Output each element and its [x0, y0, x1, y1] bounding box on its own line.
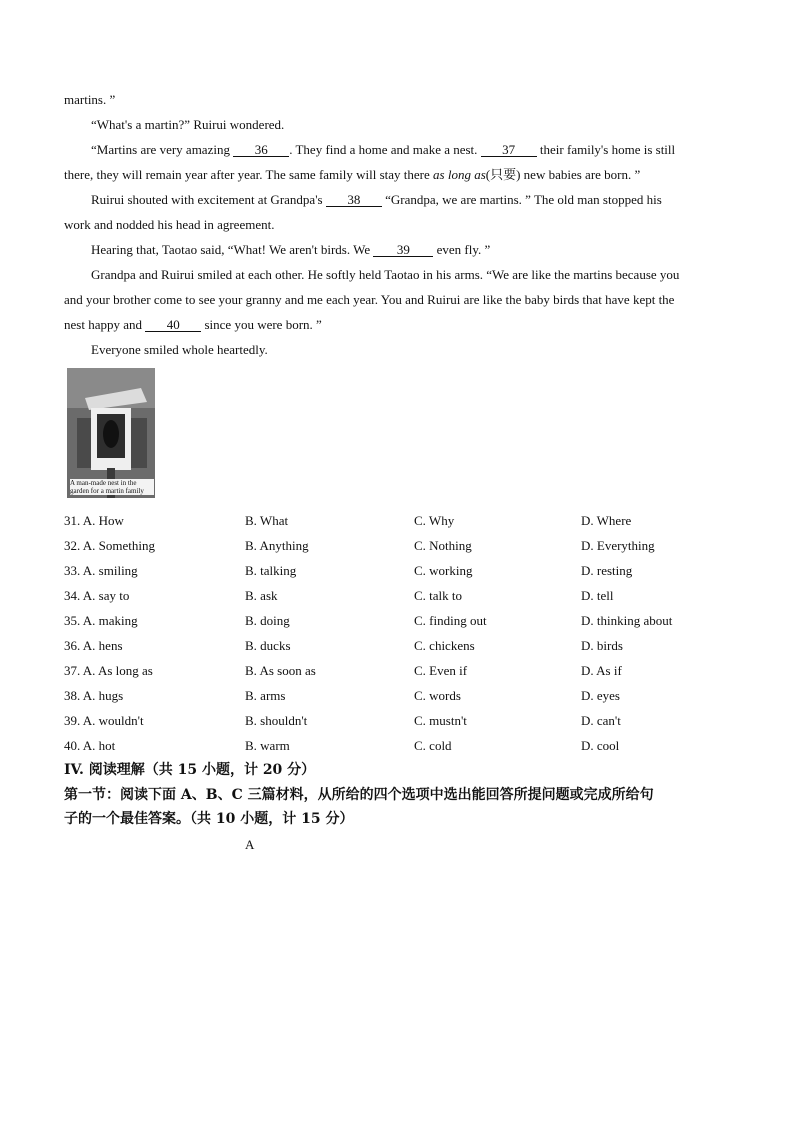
option-a: 35. A. making [64, 613, 138, 628]
blank-37: 37 [481, 143, 537, 157]
option-b: B. Anything [245, 538, 309, 553]
passage-line [91, 242, 490, 258]
passage-line: work and nodded his head in agreement. [64, 217, 275, 232]
text-fragment: “Martins are very amazing [91, 142, 234, 157]
text-fragment: “Grandpa, we are martins. ” The old man stopped his [381, 192, 662, 207]
text-fragment: (只要) new babies are born. ” [485, 167, 641, 182]
option-a: 32. A. Something [64, 538, 156, 553]
option-d: D. Everything [581, 538, 655, 553]
option-a: 36. A. hens [64, 638, 123, 653]
section-instruction: 第一节：阅读下面 A、B、C 三篇材料，从所给的四个选项中选出能回答所提问题或完成所给句 [64, 787, 654, 803]
option-d: D. Where [581, 513, 632, 528]
option-a: 33. A. smiling [64, 563, 138, 578]
option-c: C. Why [414, 513, 455, 528]
blank-38: 38 [326, 193, 382, 207]
option-d: D. As if [581, 663, 622, 678]
option-b: B. shouldn't [245, 713, 308, 728]
option-b: B. ask [245, 588, 278, 603]
passage-line [91, 192, 662, 208]
passage-line: Grandpa and Ruirui smiled at each other. He softly held Taotao in his arms. “We are like the martins because you [91, 267, 680, 282]
blank-36: 36 [233, 143, 289, 157]
option-a: 38. A. hugs [64, 688, 124, 703]
option-c: C. cold [414, 738, 452, 753]
text-fragment: Ruirui shouted with excitement at Grandpa's [91, 192, 326, 207]
option-d: D. tell [581, 588, 614, 603]
option-d: D. eyes [581, 688, 620, 703]
text-fragment: since you were born. ” [201, 317, 322, 332]
passage-line [64, 167, 640, 183]
blank-40: 40 [145, 318, 201, 332]
option-b: B. warm [245, 738, 290, 753]
passage-line: Everyone smiled whole heartedly. [91, 342, 268, 357]
option-d: D. can't [581, 713, 621, 728]
nest-photo [67, 368, 155, 498]
passage-line [91, 142, 675, 158]
option-d: D. birds [581, 638, 623, 653]
section-instruction: 子的一个最佳答案。（共 10 小题，计 15 分） [64, 811, 354, 827]
passage-line: and your brother come to see your granny and me each year. You and Ruirui are like the baby birds that have kept the [64, 292, 675, 307]
text-fragment: . They find a home and make a nest. [289, 142, 481, 157]
option-a: 37. A. As long as [64, 663, 153, 678]
option-d: D. resting [581, 563, 633, 578]
option-b: B. doing [245, 613, 290, 628]
option-b: B. As soon as [245, 663, 316, 678]
option-b: B. talking [245, 563, 297, 578]
text-fragment: Hearing that, Taotao said, “What! We aren't birds. We [91, 242, 374, 257]
option-c: C. Nothing [414, 538, 472, 553]
option-c: C. Even if [414, 663, 468, 678]
italic-phrase: as long as [433, 167, 486, 182]
option-b: B. ducks [245, 638, 291, 653]
option-a: 31. A. How [64, 513, 124, 528]
option-c: C. talk to [414, 588, 463, 603]
text-fragment: there, they will remain year after year. The same family will stay there [64, 167, 434, 182]
option-c: C. chickens [414, 638, 475, 653]
passage-line: martins. ” [64, 92, 116, 107]
option-a: 40. A. hot [64, 738, 116, 753]
option-a: 39. A. wouldn't [64, 713, 144, 728]
option-c: C. finding out [414, 613, 487, 628]
passage-line: “What's a martin?” Ruirui wondered. [91, 117, 285, 132]
option-c: C. working [414, 563, 473, 578]
text-fragment: even fly. ” [433, 242, 491, 257]
option-d: D. thinking about [581, 613, 673, 628]
option-a: 34. A. say to [64, 588, 130, 603]
photo-caption: A man-made nest in the garden for a martin family [70, 479, 154, 495]
passage-letter: A [245, 837, 255, 852]
text-fragment: their family's home is still [536, 142, 676, 157]
passage-line [64, 317, 322, 333]
option-b: B. What [245, 513, 289, 528]
option-c: C. words [414, 688, 461, 703]
option-b: B. arms [245, 688, 286, 703]
text-fragment: nest happy and [64, 317, 146, 332]
option-c: C. mustn't [414, 713, 467, 728]
option-d: D. cool [581, 738, 620, 753]
section-heading: IV. 阅读理解（共 15 小题，计 20 分） [64, 762, 316, 778]
blank-39: 39 [373, 243, 433, 257]
